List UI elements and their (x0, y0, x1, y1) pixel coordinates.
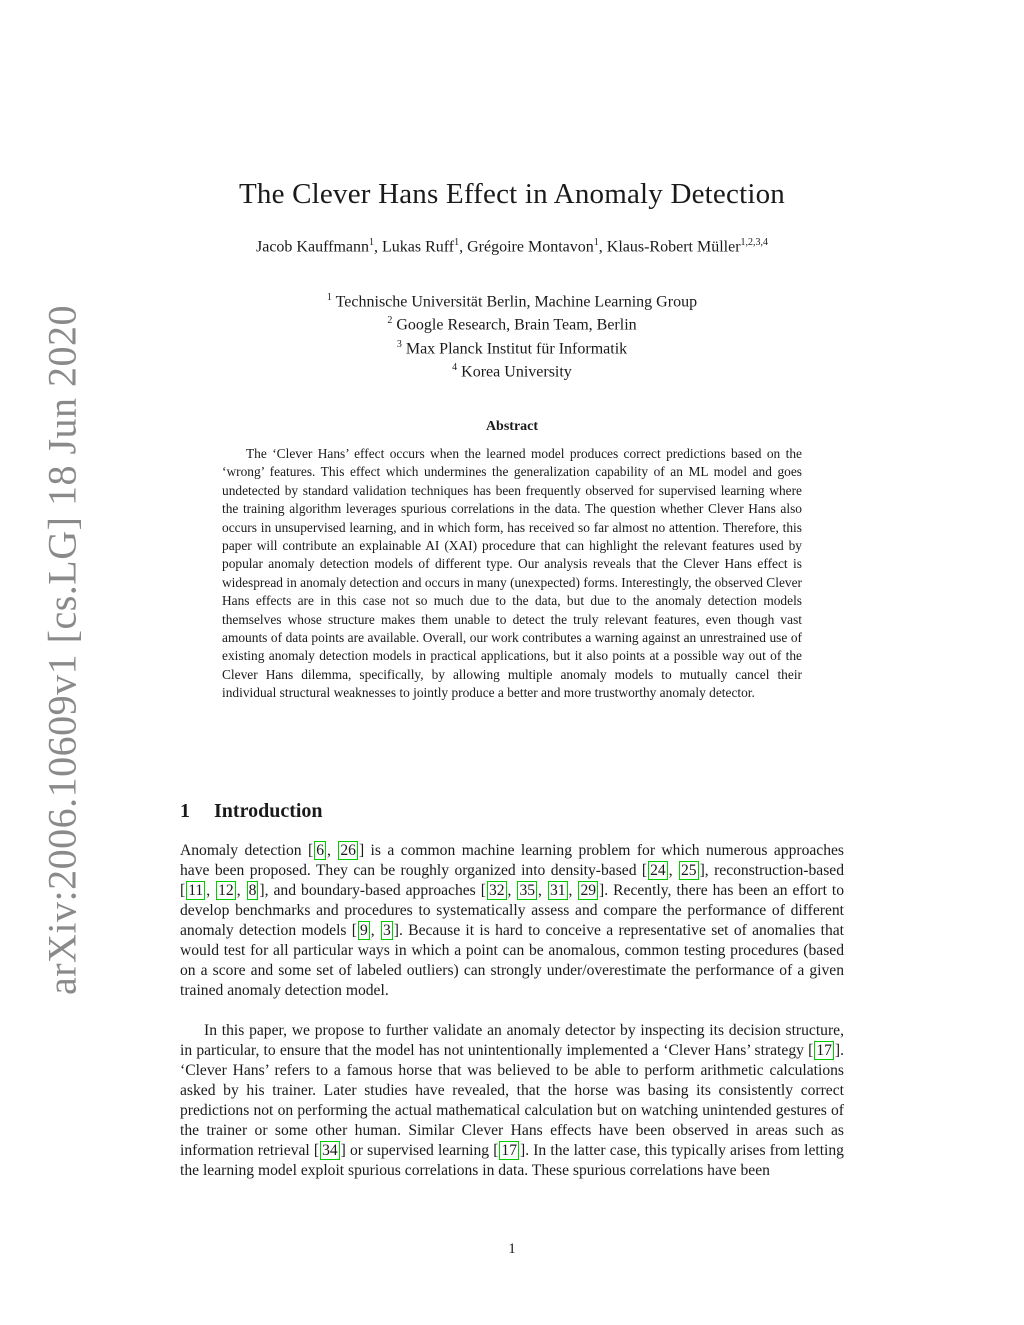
affiliation-text: Technische Universität Berlin, Machine Learning Group (331, 293, 698, 311)
citation-link[interactable]: 3 (382, 922, 391, 939)
page-number: 1 (508, 1241, 516, 1257)
author-separator: , (459, 238, 468, 256)
author-separator: , (373, 238, 382, 256)
affiliation-list (0, 286, 1024, 379)
paragraph-text: , (327, 842, 338, 859)
author-affiliation-marker: 1 (368, 237, 374, 248)
citation-link[interactable]: 17 (816, 1042, 832, 1059)
affiliation-number: 1 (326, 292, 332, 303)
section-heading (180, 800, 323, 823)
author-name: Jacob Kauffmann (255, 238, 369, 256)
citation-link[interactable]: 26 (340, 842, 356, 859)
affiliation-line (0, 333, 1024, 356)
intro-paragraph-1 (180, 841, 844, 1001)
paragraph-text: In this paper, we propose to further validate an anomaly detector by inspecting its decision structure, in particular, to ensure that the model has not unintentionally implemented a ‘Clever Hans’ strategy [ (180, 1022, 844, 1059)
affiliation-number: 2 (387, 315, 393, 327)
affiliation-number: 3 (396, 338, 402, 350)
author-affiliation-marker: 1,2,3,4 (740, 237, 769, 248)
citation-link[interactable]: 11 (188, 882, 204, 899)
affiliation-line (0, 286, 1024, 309)
paragraph-text: ], and boundary-based approaches [ (259, 882, 486, 899)
abstract-heading: Abstract (485, 419, 539, 434)
paragraph-text: , (538, 882, 547, 899)
author-affiliation-marker: 1 (593, 237, 599, 248)
paragraph-text: ] is a common machine learning problem for which numerous approaches have been proposed. They can be roughly organized into density-based [ (180, 842, 845, 879)
citation-link[interactable]: 12 (218, 882, 234, 899)
paper-title: The Clever Hans Effect in Anomaly Detection (238, 178, 785, 210)
arxiv-identifier: arXiv:2006.10609v1 [cs.LG] 18 Jun 2020 (39, 304, 85, 996)
paragraph-text: ], reconstruction-based [ (180, 862, 844, 899)
author-separator: , (598, 238, 607, 256)
section-title: Introduction (214, 800, 323, 822)
citation-link[interactable]: 9 (359, 922, 368, 939)
abstract-text: The ‘Clever Hans’ effect occurs when the learned model produces correct predictions based on the ‘wrong’ features. This effect which undermines the generalization capability of an ML model and goes undetected by standard validation techniques has been frequently observed for supervised learning where the training algorithm leverages spurious correlations in the data. The question whether Clever Hans also occurs in unsupervised learning, and in which form, has received so far almost no attention. Therefore, this paper will contribute an explainable AI (XAI) procedure that can highlight the relevant features used by popular anomaly detection models of different type. Our analysis reveals that the Clever Hans effect is widespread in anomaly detection and occurs in many (unexpected) forms. Interestingly, the observed Clever Hans effects are in this case not so much due to the data, but due to the anomaly detection models themselves whose structure makes them unable to detect the truly relevant features, even though vast amounts of data points are available. Overall, our work contributes a warning against an unrestrained use of existing anomaly detection models in practical applications, but it also points at a possible way out of the Clever Hans dilemma, specifically, by allowing multiple anomaly models to mutually cancel their individual structural weaknesses to jointly produce a better and more trustworthy anomaly detector. (222, 446, 802, 701)
paragraph-text: ] or supervised learning [ (340, 1142, 499, 1159)
affiliation-text: Korea University (457, 363, 572, 381)
author-name: Lukas Ruff (381, 238, 455, 256)
paragraph-text: , (668, 862, 678, 879)
author-name: Grégoire Montavon (467, 238, 594, 256)
affiliation-text: Max Planck Institut für Informatik (401, 339, 628, 357)
affiliation-text: Google Research, Brain Team, Berlin (392, 316, 637, 334)
affiliation-line (0, 356, 1024, 379)
citation-link[interactable]: 35 (519, 882, 536, 899)
citation-link[interactable]: 25 (681, 862, 697, 879)
paragraph-text: ]. In the latter case, this typically arises from letting the learning model exploit spurious correlations in data. These spurious correlations have been (180, 1142, 844, 1179)
citation-link[interactable]: 8 (248, 882, 257, 899)
citation-link[interactable]: 34 (322, 1142, 338, 1159)
paragraph-text: , (370, 922, 380, 939)
author-name: Klaus-Robert Müller (606, 238, 741, 256)
author-list (0, 237, 1024, 256)
paragraph-text: , (236, 882, 246, 899)
citation-link[interactable]: 32 (488, 882, 505, 899)
citation-link[interactable]: 6 (316, 842, 325, 859)
paragraph-text: ]. ‘Clever Hans’ refers to a famous horse that was believed to be able to perform arithmetic calculations asked by his trainer. Later studies have revealed, that the horse was basing its consistently correct predictions not on performing the actual mathematical calculation but on watching unintended gestures of the trainer or some other human. Similar Clever Hans effects have been observed in areas such as information retrieval [ (180, 1042, 844, 1159)
paragraph-text: , (206, 882, 216, 899)
citation-link[interactable]: 24 (650, 862, 666, 879)
citation-link[interactable]: 17 (501, 1142, 517, 1159)
section-number: 1 (180, 800, 190, 822)
citation-link[interactable]: 29 (580, 882, 597, 899)
paragraph-text: , (507, 882, 517, 899)
paragraph-text: , (568, 882, 578, 899)
citation-link[interactable]: 31 (549, 882, 566, 899)
affiliation-line (0, 309, 1024, 332)
affiliation-number: 4 (452, 361, 458, 373)
paragraph-text: ]. Recently, there has been an effort to develop benchmarks and procedures to systematically assess and compare the performance of different anomaly detection models [ (180, 882, 845, 939)
paragraph-text: Anomaly detection [ (180, 842, 314, 859)
paragraph-text: ]. Because it is hard to conceive a representative set of anomalies that would test for all particular ways in which a point can be anomalous, common testing procedures (based on a score and some set of labeled outliers) can strongly under/overestimate the performance of a given trained anomaly detection model. (180, 922, 845, 999)
intro-paragraph-2 (180, 1021, 844, 1181)
author-affiliation-marker: 1 (454, 237, 460, 248)
